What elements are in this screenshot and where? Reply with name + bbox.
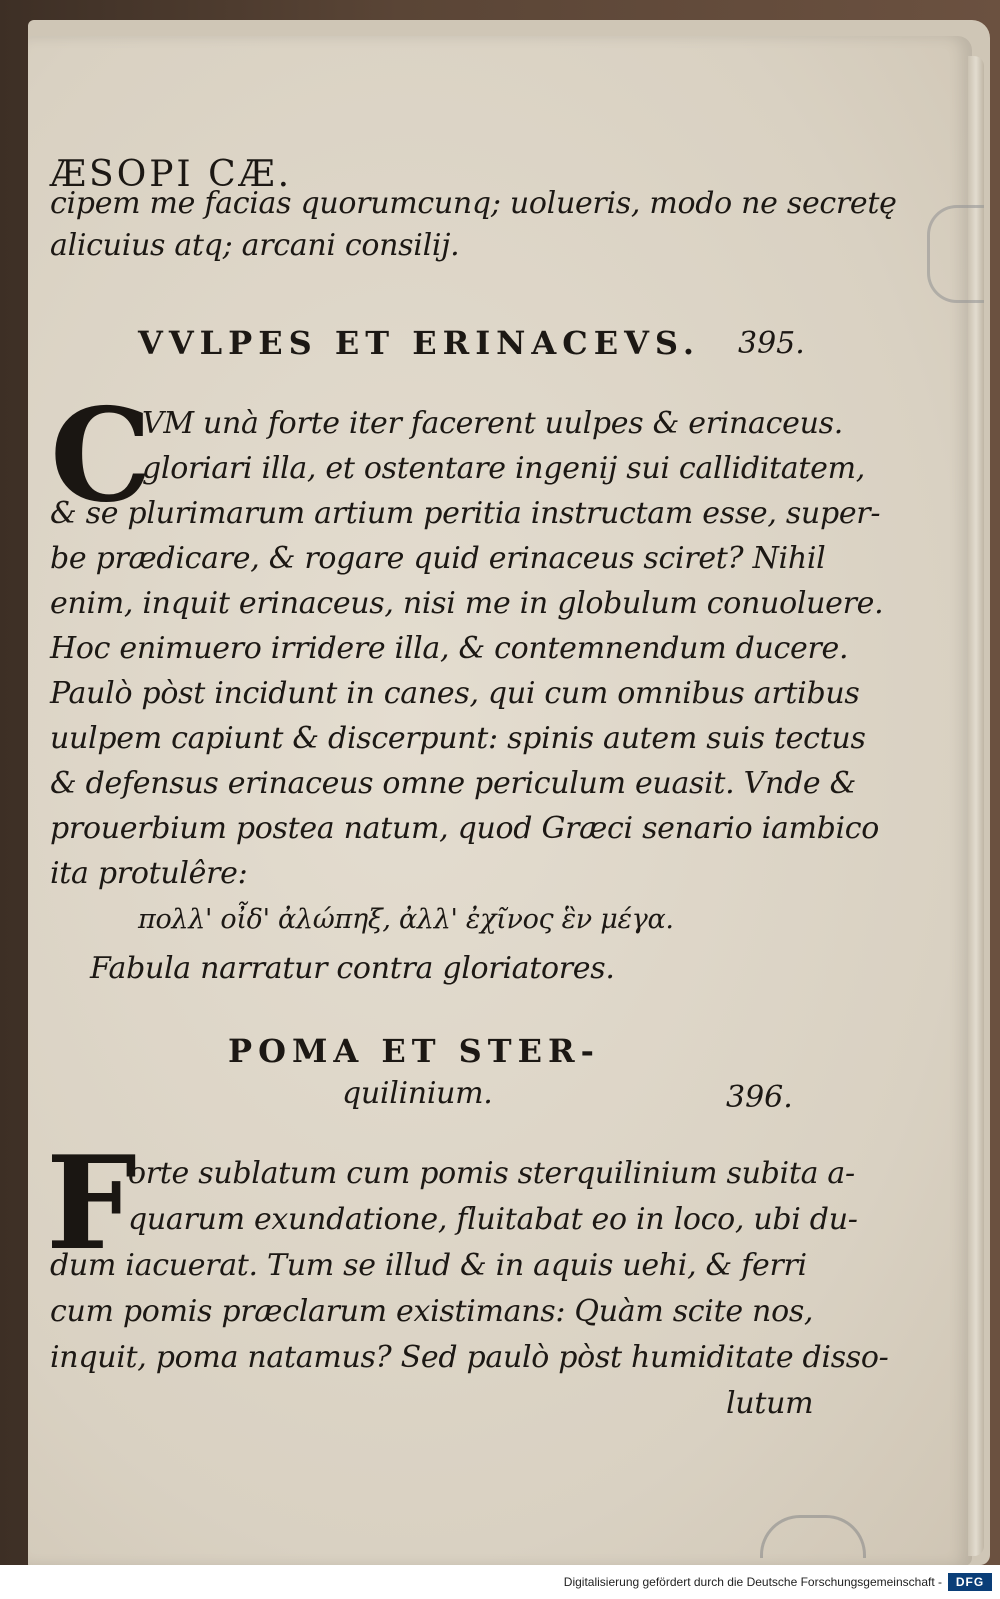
- text-line: quarum exundatione, fluitabat eo in loco, ubi du-: [128, 1202, 858, 1237]
- text-line: & se plurimarum artium peritia instructam esse, super-: [50, 496, 881, 531]
- text-line: gloriari illa, et ostentare ingenij sui calliditatem,: [142, 451, 865, 486]
- fable-number: 395.: [738, 326, 805, 361]
- fable-title: VVLPES ET ERINACEVS.: [138, 324, 701, 362]
- dfg-logo: DFG: [948, 1573, 992, 1591]
- fable-moral: Fabula narratur contra gloriatores.: [90, 951, 615, 986]
- book-page-stack: [28, 20, 990, 1565]
- prev-fable-line: alicuius atq; arcani consilij.: [50, 228, 460, 263]
- drop-cap: F: [46, 1129, 137, 1279]
- page-clip: [927, 205, 984, 303]
- running-head: ÆSOPI CÆ.: [50, 154, 293, 195]
- text-line: inquit, poma natamus? Sed paulò pòst humiditate disso-: [50, 1340, 889, 1375]
- prev-fable-line: cipem me facias quorumcunq; uolueris, modo ne secretę: [50, 186, 897, 221]
- text-line: Hoc enimuero irridere illa, & contemnendum ducere.: [50, 631, 849, 666]
- text-line: Paulò pòst incidunt in canes, qui cum omnibus artibus: [50, 676, 860, 711]
- text-line: & defensus erinaceus omne periculum euasit. Vnde &: [50, 766, 857, 801]
- fable-title: POMA ET STER-: [228, 1032, 600, 1070]
- text-line: VM unà forte iter facerent uulpes & erinaceus.: [142, 406, 843, 441]
- fable-title-cont: quilinium.: [342, 1076, 493, 1111]
- text-line: dum iacuerat. Tum se illud & in aquis uehi, & ferri: [50, 1248, 807, 1283]
- text-line: orte sublatum cum pomis sterquilinium subita a-: [128, 1156, 855, 1191]
- text-line: be prædicare, & rogare quid erinaceus sciret? Nihil: [50, 541, 826, 576]
- footer-credit: Digitalisierung gefördert durch die Deutsche Forschungsgemeinschaft -: [563, 1575, 942, 1589]
- text-line: uulpem capiunt & discerpunt: spinis autem suis tectus: [50, 721, 866, 756]
- fable-number: 396.: [726, 1080, 793, 1115]
- text-line: prouerbium postea natum, quod Græci senario iambico: [50, 811, 880, 846]
- drop-cap: C: [50, 381, 152, 531]
- book-page: [28, 36, 972, 1566]
- text-line: enim, inquit erinaceus, nisi me in globulum conuoluere.: [50, 586, 884, 621]
- catchword: lutum: [726, 1386, 814, 1421]
- text-line: cum pomis præclarum existimans: Quàm scite nos,: [50, 1294, 814, 1329]
- text-line: ita protulêre:: [50, 856, 248, 891]
- greek-proverb: πολλ' οἶδ' ἀλώπηξ, ἀλλ' ἐχῖνος ἓν μέγα.: [138, 904, 674, 935]
- footer-bar: [0, 1565, 1000, 1599]
